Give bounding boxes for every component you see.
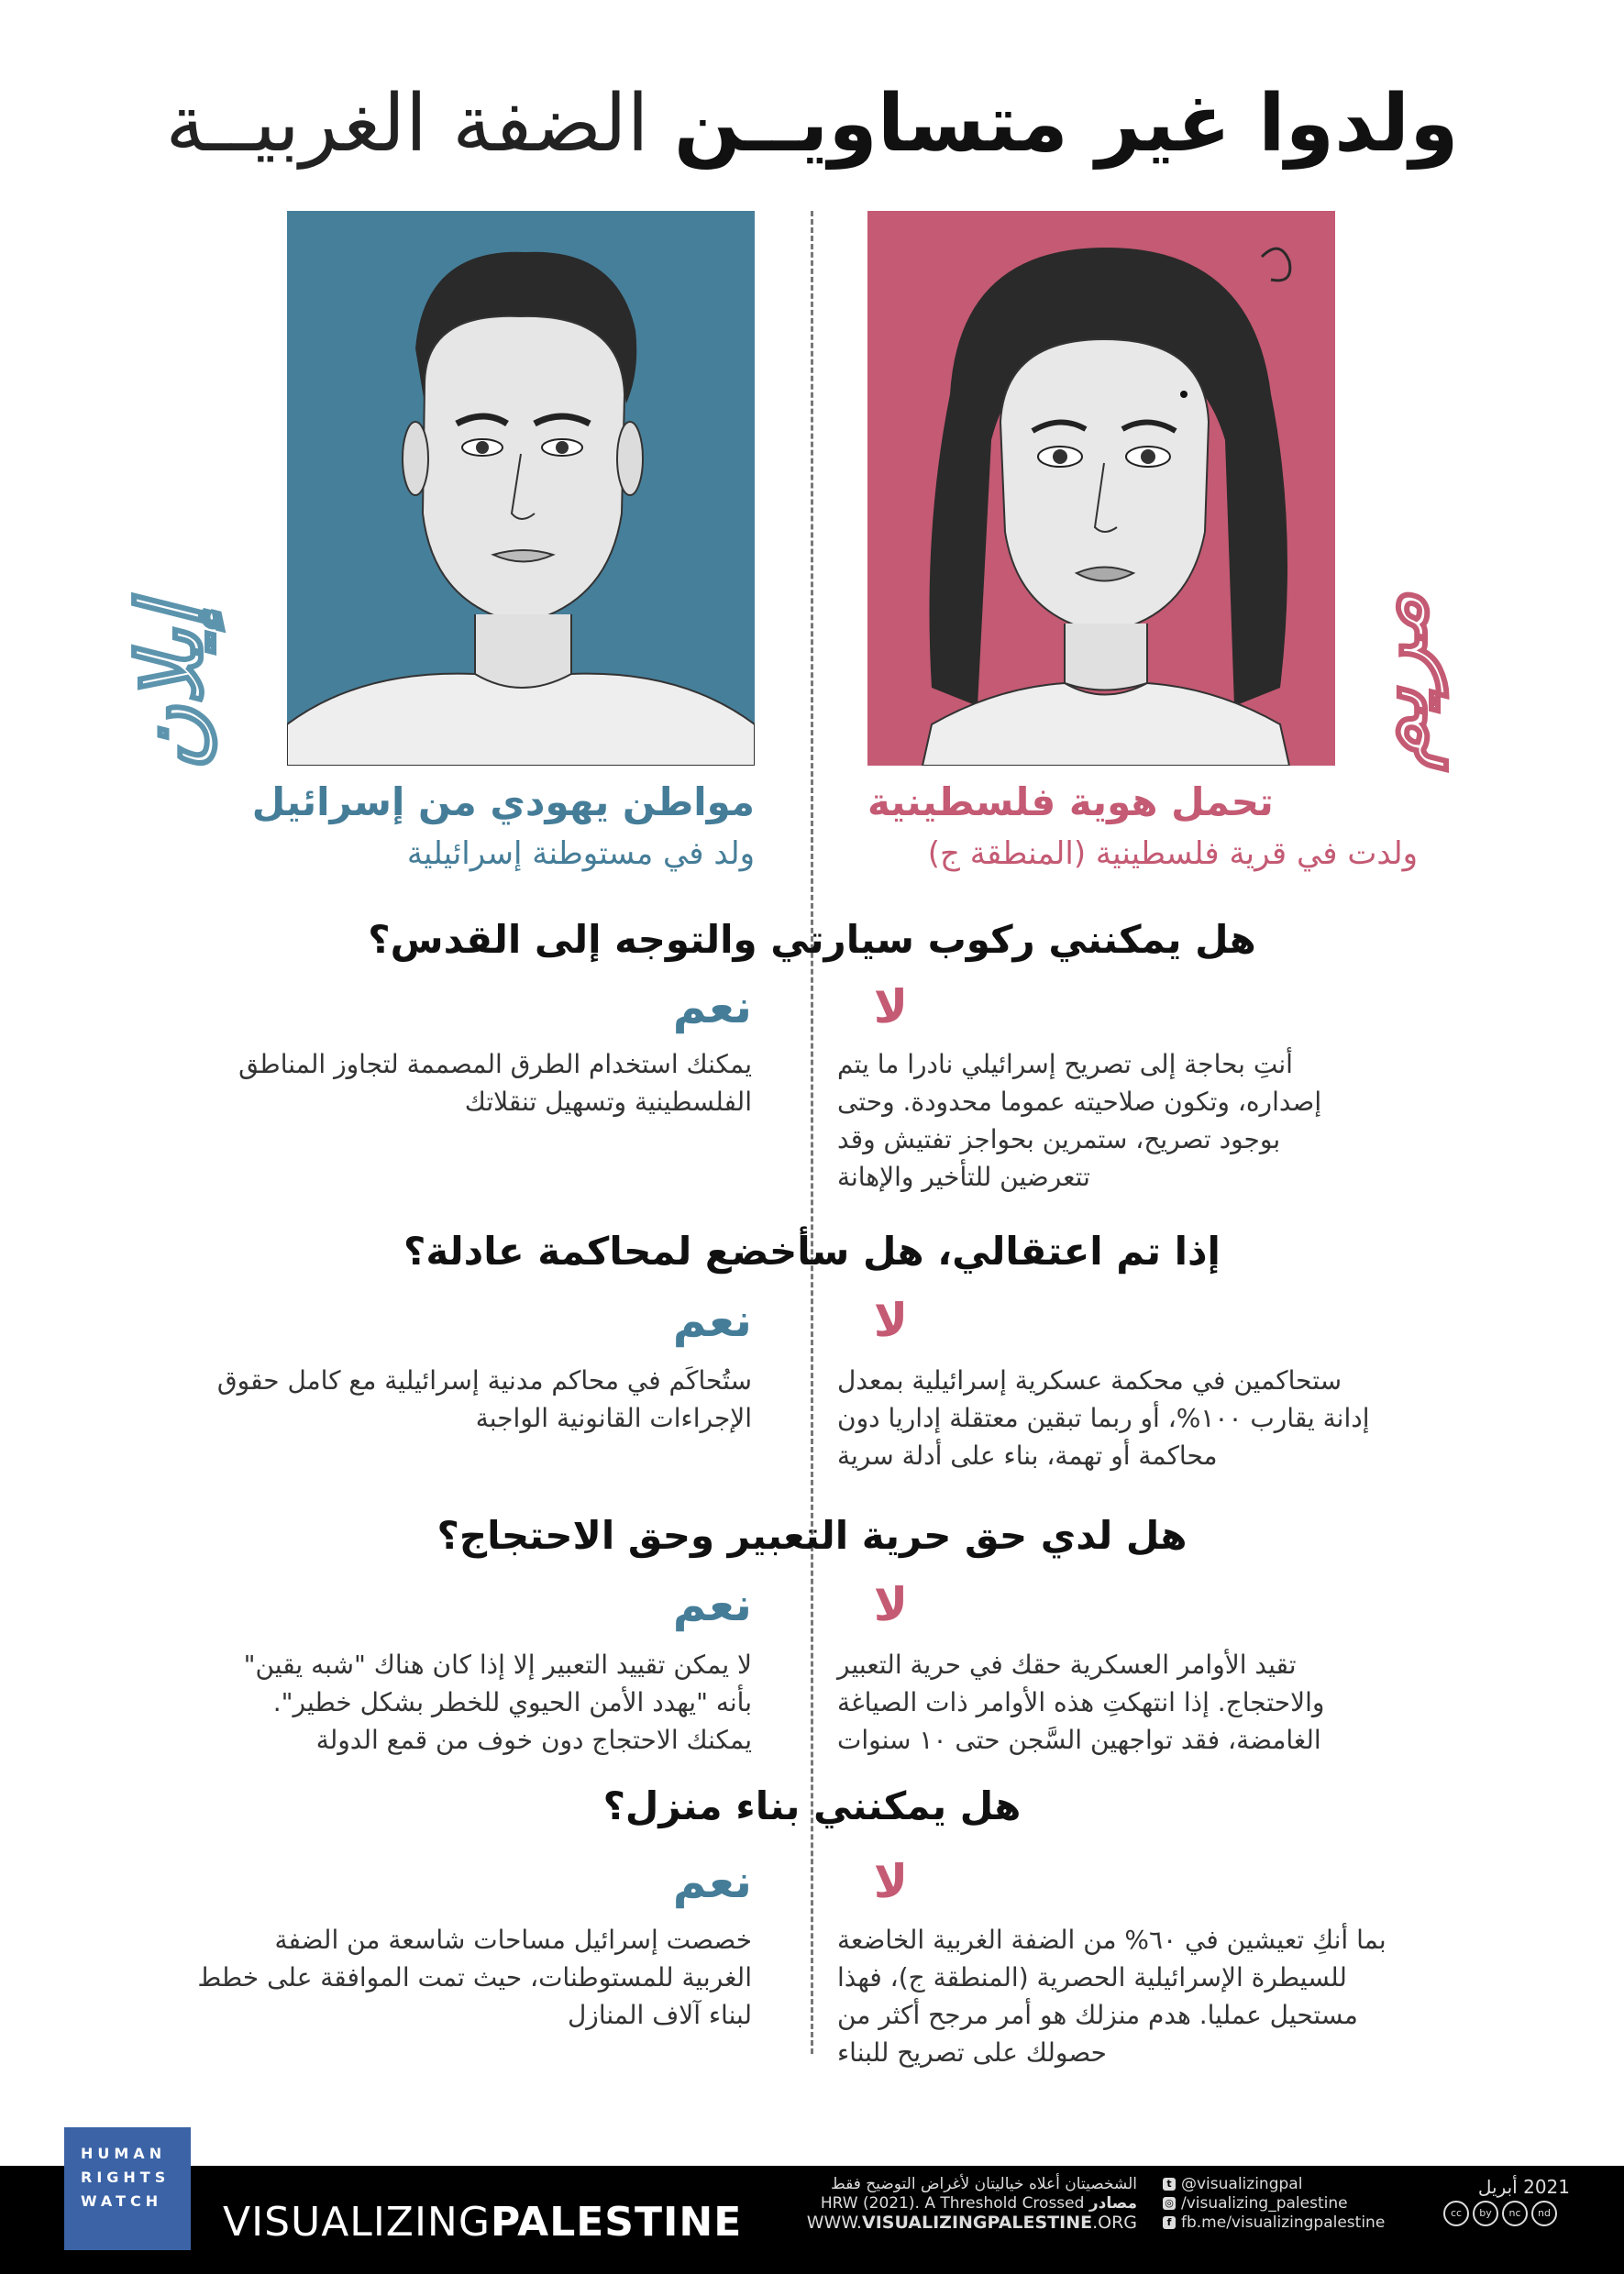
ilan-subheading: ولد في مستوطنة إسرائيلية <box>406 835 755 872</box>
question-3: هل لدي حق حرية التعبير وحق الاحتجاج؟ <box>436 1513 1188 1558</box>
maryam-heading: تحمل هوية فلسطينية <box>867 779 1274 824</box>
maryam-description <box>867 775 1418 878</box>
social-links <box>1163 2175 1385 2233</box>
by-icon: by <box>1473 2201 1498 2226</box>
q1-no-text: أنتِ بحاجة إلى تصريح إسرائيلي نادرا ما يتم إصداره، وتكون صلاحيته عموما محدودة. وحتى بوجود تصريح، ستمرين بحواجز تفتيش وقد تتعرضين للتأخير والإهانة <box>837 1049 1322 1192</box>
question-4: هل يمكنني بناء منزل؟ <box>602 1783 1022 1828</box>
q1-yes-text: يمكنك استخدام الطرق المصممة لتجاوز المناطق الفلسطينية وتسهيل تنقلاتك <box>238 1049 752 1117</box>
ilan-heading: مواطن يهودي من إسرائيل <box>251 779 755 824</box>
q2-no-text: ستحاكمين في محكمة عسكرية إسرائيلية بمعدل إدانة يقارب ١٠٠%، أو ربما تبقين معتقلة إداريا دون محاكمة أو تهمة، بناء على أدلة سرية <box>837 1365 1370 1471</box>
brand-wordmark: VISUALIZINGPALESTINE <box>223 2199 743 2246</box>
nd-icon: nd <box>1531 2201 1557 2226</box>
disclaimer: الشخصيتان أعلاه خياليتان لأغراض التوضيح فقط <box>830 2175 1137 2193</box>
question-1: هل يمكنني ركوب سيارتي والتوجه إلى القدس؟ <box>368 917 1256 962</box>
credits <box>779 2175 1137 2233</box>
sources-line: HRW (2021). A Threshold Crossed مصادر <box>820 2194 1137 2213</box>
title-light: الضفة الغربيــة <box>165 78 649 170</box>
website-link[interactable]: WWW.VISUALIZINGPALESTINE.ORG <box>806 2213 1137 2233</box>
instagram-icon: ◎ <box>1163 2197 1176 2210</box>
twitter-link[interactable]: t @visualizingpal <box>1163 2175 1385 2194</box>
portrait-ilan <box>287 211 755 766</box>
name-maryam: مريم <box>1343 591 1446 770</box>
center-divider <box>811 211 813 2054</box>
q2-no: لا <box>873 1294 908 1347</box>
q4-no: لا <box>873 1855 908 1908</box>
q4-no-text: بما أنكِ تعيشين في ٦٠% من الضفة الغربية الخاضعة للسيطرة الإسرائيلية الحصرية (المنطقة ج)، فهذا مستحيل عمليا. هدم منزلك هو أمر مرجح أكثر من حصولك على تصريح للبناء <box>837 1925 1386 2068</box>
cc-icon: cc <box>1443 2201 1469 2226</box>
q3-no: لا <box>873 1578 908 1631</box>
nc-icon: nc <box>1502 2201 1528 2226</box>
ilan-description <box>204 775 755 878</box>
instagram-link[interactable]: ◎ /visualizing_palestine <box>1163 2194 1385 2213</box>
title-bold: ولدوا غير متساويــن <box>673 78 1459 170</box>
q4-yes: نعم <box>672 1855 752 1908</box>
q2-yes-text: ستُحاكَم في محاكم مدنية إسرائيلية مع كامل حقوق الإجراءات القانونية الواجبة <box>216 1365 752 1433</box>
question-2: إذا تم اعتقالي، هل سأخضع لمحاكمة عادلة؟ <box>403 1229 1221 1274</box>
q1-no: لا <box>873 980 908 1033</box>
q3-yes: نعم <box>672 1578 752 1631</box>
q3-yes-text: لا يمكن تقييد التعبير إلا إذا كان هناك "شبه يقين" بأنه "يهدد الأمن الحيوي للخطر بشكل خطير". يمكنك الاحتجاج دون خوف من قمع الدولة <box>243 1650 752 1755</box>
publication-date: 2021 أبريل <box>1477 2176 1570 2198</box>
hrw-logo: HUMAN RIGHTS WATCH <box>64 2127 191 2250</box>
facebook-link[interactable]: f fb.me/visualizingpalestine <box>1163 2213 1385 2233</box>
page-title <box>0 64 1624 183</box>
name-ilan: إيلان <box>119 603 222 770</box>
q4-yes-text: خصصت إسرائيل مساحات شاسعة من الضفة الغربية للمستوطنات، حيث تمت الموافقة على خطط لبناء آلاف المنازل <box>197 1925 752 2030</box>
maryam-subheading: ولدت في قرية فلسطينية (المنطقة ج) <box>927 835 1418 872</box>
twitter-icon: t <box>1163 2178 1176 2191</box>
q2-yes: نعم <box>672 1294 752 1347</box>
q1-yes: نعم <box>672 980 752 1033</box>
q3-no-text: تقيد الأوامر العسكرية حقك في حرية التعبير والاحتجاج. إذا انتهكتِ هذه الأوامر ذات الصياغة الغامضة، فقد تواجهين السَّجن حتى ١٠ سنوات <box>837 1650 1325 1755</box>
cc-license <box>1440 2201 1557 2226</box>
facebook-icon: f <box>1163 2216 1176 2229</box>
portrait-maryam <box>867 211 1335 766</box>
